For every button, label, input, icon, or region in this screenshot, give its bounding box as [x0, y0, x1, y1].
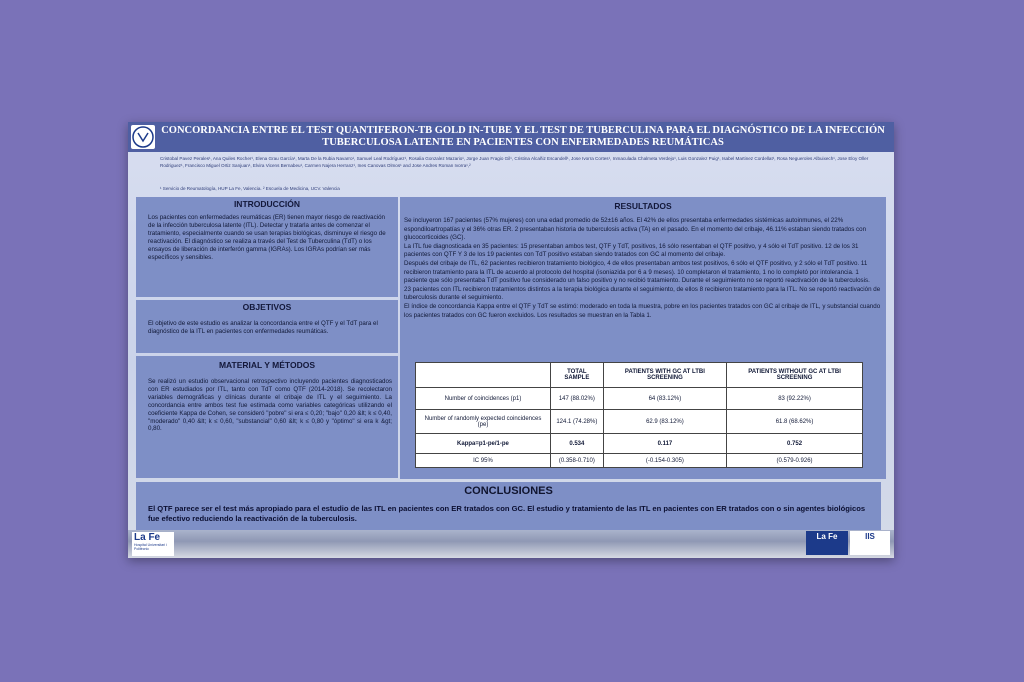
results-paragraph: La ITL fue diagnosticada en 35 pacientes: 15 presentaban ambos test, QTF y TdT, positivos, 16 sólo resentaban el QTF positivo, y 4 sólo el TdT positivo. 12 de los 31 pacientes con QTF Y 3 de los 19 pacientes con TdT positivo estaban siendo tratados con GC al momento del cribaje.: [404, 242, 859, 259]
table-cell: 61.8 (68.62%): [727, 410, 863, 434]
table-cell: Number of coincidences (p1): [416, 388, 551, 410]
affiliation: ¹ Servicio de Reumatología, HUP La Fe, Valencia. ² Escuela de Medicina, UCV. Valencia: [160, 186, 340, 191]
intro-text: Los pacientes con enfermedades reumáticas (ER) tienen mayor riesgo de reactivación de la infección tuberculosa latente (ITL). Detectar y tratarla antes de comenzar el tratamiento, especialmente cuando se usan terapias biológicas, disminuye el riesgo de reactivación. El diagnóstico se realiza a través del Test de Tuberculina (TdT) o los ensayos de liberación de interferón gamma (IGRAs). Los IGRAs podrían ser más específicos y sensibles.: [148, 214, 386, 261]
results-paragraph: 23 pacientes con ITL recibieron tratamientos distintos a la terapia biológica durante el seguimiento, de ellos 8 recibieron tratamiento para la ITL. No se reportó reactivación de tuberculosis durante el seguimiento.: [404, 285, 881, 302]
poster-title: CONCORDANCIA ENTRE EL TEST QUANTIFERON-TB GOLD IN-TUBE Y EL TEST DE TUBERCULINA PARA EL DIAGNÓSTICO DE LA INFECCIÓN TUBERCULOSA LATENTE EN PACIENTES CON ENFERMEDADES REUMÁTICAS: [161, 125, 885, 148]
table-cell: 124.1 (74.28%): [550, 410, 603, 434]
lafe-logo-right: La Fe: [806, 531, 848, 555]
table-cell: 83 (92.22%): [727, 388, 863, 410]
lafe-logo-text: La Fe: [134, 532, 161, 543]
table-cell: 62.9 (83.12%): [603, 410, 726, 434]
table-header-row: [416, 363, 863, 388]
table-row: [416, 454, 863, 468]
table-header-cell: PATIENTS WITH GC AT LTBI SCREENING: [603, 363, 726, 388]
table-cell: 0.534: [550, 434, 603, 454]
results-text: [404, 217, 882, 320]
authors: Cristobal Pavez Perales¹, Ana Quiles Rocher¹, Elena Grau García¹, Marta De la Rubia Navarro¹, Samuel Leal Rodríguez¹, Rosalia Gonzalez Mazario¹, Jorge Juan Fragio Gil¹, Cristina Alcañiz Escandell¹, Jose Ivorra Cortes¹, Inmaculada Chalmeta Verdejo¹, Luis Gonzalez Puig¹, Isabel Martinez Cordellat¹, Rosa Negueroles Albuixech¹, Jose Eloy Oller Rodriguez¹, Francisco Miguel Ortiz Sanjuan¹, Elvira Vicens Bernabeu¹, Carmen Najera Herranz¹, Ines Canovas Olmos¹ and Jose Andres Roman Ivorra¹,²: [160, 156, 869, 168]
table-header-cell: TOTAL SAMPLE: [550, 363, 603, 388]
poster-header: [128, 122, 894, 152]
table-cell: 64 (83.12%): [603, 388, 726, 410]
conclusions-title: CONCLUSIONES: [464, 485, 553, 497]
table-cell: 0.117: [603, 434, 726, 454]
table-row: [416, 388, 863, 410]
table-cell: (0.358-0.710): [550, 454, 603, 468]
conclusions-text: El QTF parece ser el test más apropiado para el estudio de las ITL en pacientes con ER tratados con GC. El estudio y tratamiento de las ITL en pacientes con ER tratados con o sin agentes biológicos fue efectivo reduciendo la reactivación de la tuberculosis.: [148, 504, 866, 523]
table-cell: 147 (88.02%): [550, 388, 603, 410]
poster: [128, 122, 894, 558]
lafe-logo-subtitle: Hospital Universitari i Politècnic: [134, 543, 167, 551]
results-paragraph: Después del cribaje de ITL, 62 pacientes recibieron tratamiento biológico, 4 de ellos presentaban ambos test positivos, 6 sólo el QTF positivo, y 2 sólo el TdT positivo. 11 recibieron tratamiento para la ITL de acuerdo al protocolo del hospital (isoniazida por 6 a 9 meses). 10 completaron el tratamiento, 1 no lo completó por intolerancia. 1 paciente que sólo presentaba TdT positivo fue considerado un falso positivo y no recibió tratamiento. Durante el seguimiento no se reportó reactivación de la tuberculosis.: [404, 259, 870, 285]
table-row: [416, 410, 863, 434]
results-paragraph: El índice de concordancia Kappa entre el QTF y TdT se estimó: moderado en toda la muestra, pobre en los pacientes tratados con GC al cribaje de ITL, y substancial cuando los pacientes tratados con GC fueron excluidos. Los resultados se muestran en la Tabla 1.: [404, 302, 881, 319]
table-cell: 0.752: [727, 434, 863, 454]
table-cell: IC 95%: [416, 454, 551, 468]
table-cell: Number of randomly expected coincidences (pe): [416, 410, 551, 434]
table-row: [416, 434, 863, 454]
results-title: RESULTADOS: [614, 201, 672, 211]
conclusions-section: [136, 482, 881, 530]
lafe-logo: [132, 532, 174, 556]
iis-logo: IIS: [850, 531, 890, 555]
table-header-cell: [416, 363, 551, 388]
objectives-text: El objetivo de este estudio es analizar la concordancia entre el QTF y el TdT para el diagnóstico de la ITL en pacientes con enfermedades reumáticas.: [148, 320, 378, 335]
hospital-emblem-icon: [131, 125, 155, 149]
table-cell: Kappa=p1-pe/1-pe: [416, 434, 551, 454]
methods-text: Se realizó un estudio observacional retrospectivo incluyendo pacientes diagnosticados con ER estudiados por ITL, tanto con TdT como QTF (2014-2018). Se recolectaron variables demográficas y clínicas durante el cribaje de ITL y el seguimiento. La concordancia entre ambos test fue estimada como variables categóricas utilizando el coeficiente Kappa de Cohen, se consideró "pobre" si era ≤ 0,20; "bajo" 0,20 &lt; k ≤ 0,40, "moderado" 0,40 &lt; k ≤ 0,60, "substancial" 0,60 &lt; k ≤ 0,80 y "óptimo" si era k &gt; 0,80.: [148, 378, 392, 433]
intro-title: INTRODUCCIÓN: [233, 199, 301, 209]
table-cell: (-0.154-0.305): [603, 454, 726, 468]
table-header-cell: PATIENTS WITHOUT GC AT LTBI SCREENING: [727, 363, 863, 388]
results-paragraph: Se incluyeron 167 pacientes (57% mujeres) con una edad promedio de 52±16 años. El 42% de ellos presentaba enfermedades sistémicas autoinmunes, el 22% espondiloartropatías y el 36% otras ER. 2 presentaban historia de tuberculosis activa (TA) en el pasado. En el momento del cribaje, 46.11% estaban siendo tratados con glucocorticoides (GC).: [404, 217, 867, 242]
table-cell: (0.579-0.926): [727, 454, 863, 468]
results-table: [415, 362, 863, 468]
footer-hospital-image: [128, 530, 894, 558]
methods-title: MATERIAL Y MÉTODOS: [218, 360, 316, 370]
objectives-title: OBJETIVOS: [242, 302, 292, 312]
